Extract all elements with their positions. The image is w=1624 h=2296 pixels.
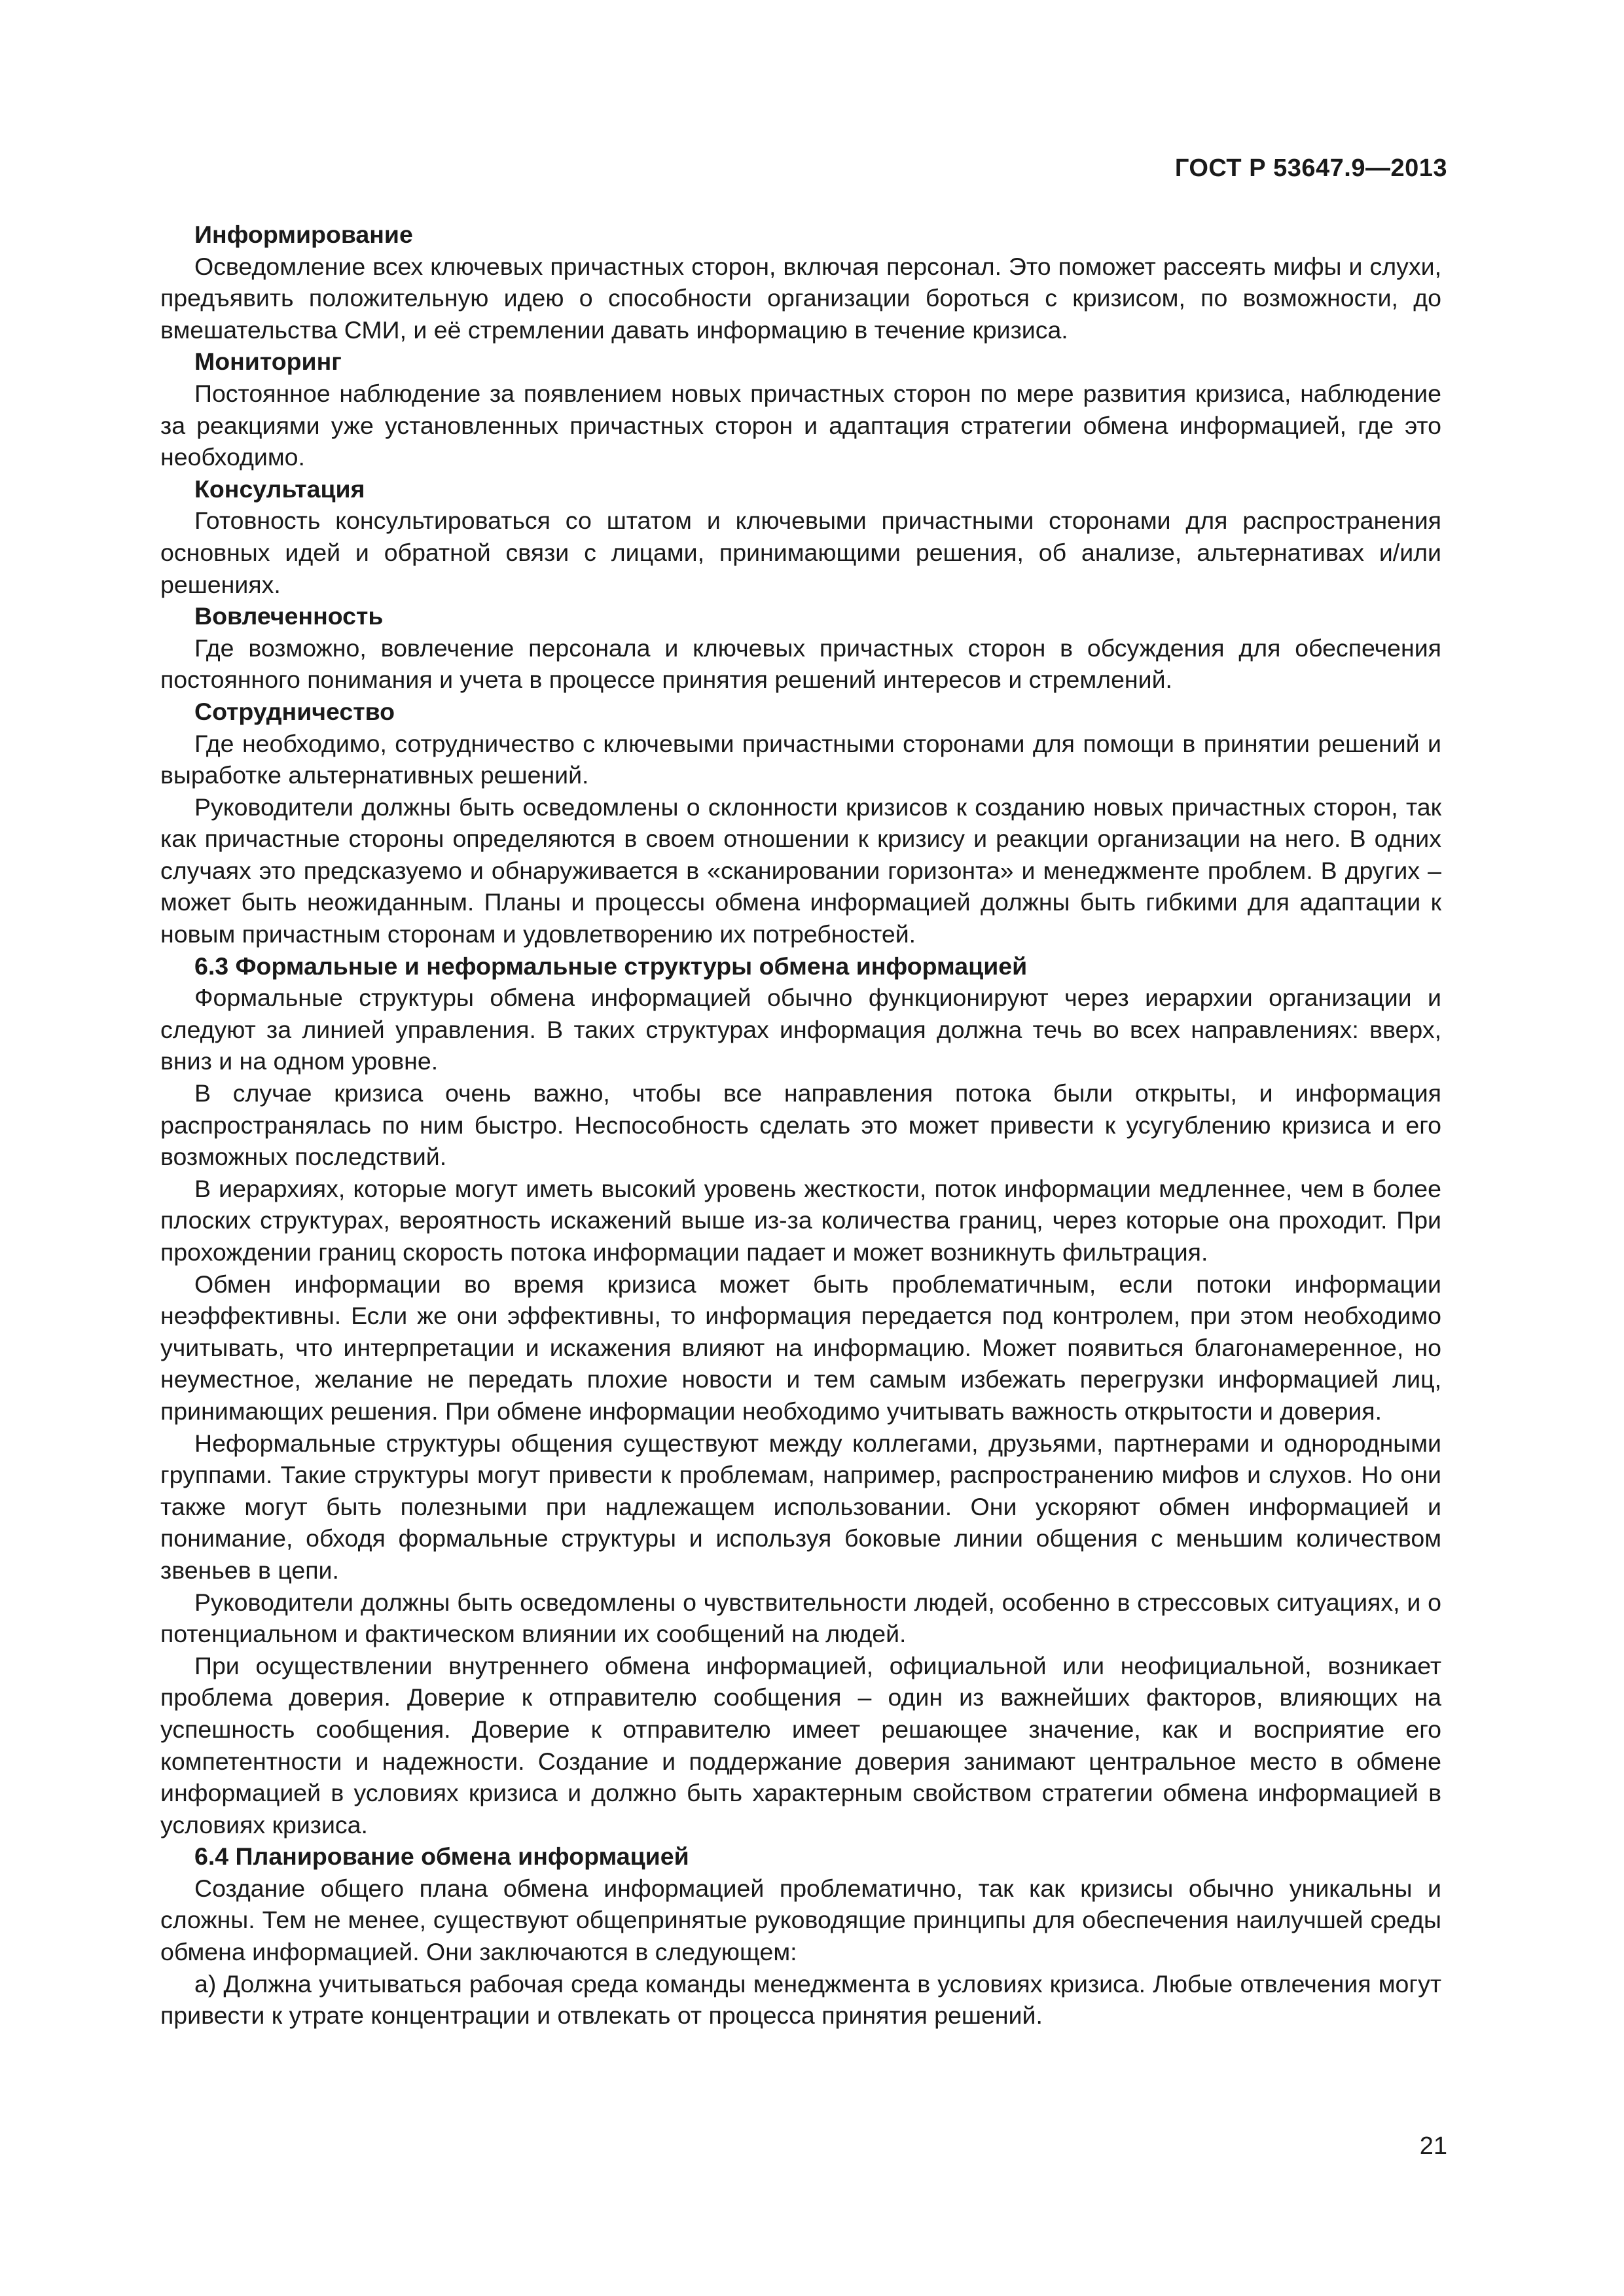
document-body	[160, 219, 1441, 2032]
body-paragraph: В случае кризиса очень важно, чтобы все направления потока были открыты, и информация распространялась по ним быстро. Неспособность сделать это может привести к усугублению кризиса и его возможных последствий.	[160, 1079, 1441, 1171]
body-paragraph: Обмен информации во время кризиса может быть проблематичным, если потоки информации неэффективны. Если же они эффективны, то информация передается под контролем, при этом необходимо учитывать, что интерпретации и искажения влияют на информацию. Может появиться благонамеренное, но неуместное, желание не передать плохие новости и тем самым избежать перегрузки информацией лиц, принимающих решения. При обмене информации необходимо учитывать важность открытости и доверия.	[160, 1270, 1441, 1425]
body-paragraph: Руководители должны быть осведомлены о чувствительности людей, особенно в стрессовых ситуациях, и о потенциальном и фактическом влиянии их сообщений на людей.	[160, 1588, 1441, 1648]
body-paragraph: Неформальные структуры общения существуют между коллегами, друзьями, партнерами и однородными группами. Такие структуры могут привести к проблемам, например, распространению мифов и слухов. Но они также могут быть полезными при надлежащем использовании. Они ускоряют обмен информацией и понимание, обходя формальные структуры и используя боковые линии общения с меньшим количеством звеньев в цепи.	[160, 1429, 1441, 1584]
section-heading: 6.3 Формальные и неформальные структуры обмена информацией	[194, 952, 1028, 980]
body-paragraph: Создание общего плана обмена информацией проблематично, так как кризисы обычно уникальны и сложны. Тем не менее, существуют общепринятые руководящие принципы для обеспечения наилучшей среды обмена информацией. Они заключаются в следующем:	[160, 1874, 1441, 1966]
document-header: ГОСТ Р 53647.9—2013	[1174, 154, 1447, 182]
body-paragraph: При осуществлении внутреннего обмена информацией, официальной или неофициальной, возникает проблема доверия. Доверие к отправителю сообщения – один из важнейших факторов, влияющих на успешность сообщения. Доверие к отправителю имеет решающее значение, как и восприятие его компетентности и надежности. Создание и поддержание доверия занимают центральное место в обмене информацией в условиях кризиса и должно быть характерным свойством стратегии обмена информацией в условиях кризиса.	[160, 1651, 1441, 1839]
body-paragraph: Постоянное наблюдение за появлением новых причастных сторон по мере развития кризиса, наблюдение за реакциями уже установленных причастных сторон и адаптация стратегии обмена информацией, где это необходимо.	[160, 379, 1441, 471]
body-paragraph: В иерархиях, которые могут иметь высокий уровень жесткости, поток информации медленнее, чем в более плоских структурах, вероятность искажений выше из-за количества границ, через которые она проходит. При прохождении границ скорость потока информации падает и может возникнуть фильтрация.	[160, 1174, 1441, 1266]
body-paragraph: Где необходимо, сотрудничество с ключевыми причастными сторонами для помощи в принятии решений и выработке альтернативных решений.	[160, 729, 1441, 789]
section-heading: Вовлеченность	[194, 602, 384, 630]
body-paragraph: Готовность консультироваться со штатом и ключевыми причастными сторонами для распространения основных идей и обратной связи с лицами, принимающими решения, об анализе, альтернативах и/или решениях.	[160, 507, 1441, 598]
body-paragraph: Осведомление всех ключевых причастных сторон, включая персонал. Это поможет рассеять мифы и слухи, предъявить положительную идею о способности организации бороться с кризисом, по возможности, до вмешательства СМИ, и её стремлении давать информацию в течение кризиса.	[160, 252, 1441, 344]
section-heading: 6.4 Планирование обмена информацией	[194, 1842, 689, 1871]
body-paragraph: Где возможно, вовлечение персонала и ключевых причастных сторон в обсуждения для обеспечения постоянного понимания и учета в процессе принятия решений интересов и стремлений.	[160, 634, 1441, 694]
body-paragraph: а) Должна учитываться рабочая среда команды менеджмента в условиях кризиса. Любые отвлечения могут привести к утрате концентрации и отвлекать от процесса принятия решений.	[160, 1969, 1441, 2030]
page-number: 21	[1419, 2132, 1447, 2160]
section-heading: Мониторинг	[194, 348, 342, 376]
section-heading: Консультация	[194, 475, 365, 503]
section-heading: Сотрудничество	[194, 697, 395, 725]
body-paragraph: Руководители должны быть осведомлены о склонности кризисов к созданию новых причастных сторон, так как причастные стороны определяются в своем отношении к кризису и реакции организации на него. В одних случаях это предсказуемо и обнаруживается в «сканировании горизонта» и менеджменте проблем. В других – может быть неожиданным. Планы и процессы обмена информацией должны быть гибкими для адаптации к новым причастным сторонам и удовлетворению их потребностей.	[160, 793, 1441, 948]
section-heading: Информирование	[194, 221, 413, 248]
body-paragraph: Формальные структуры обмена информацией обычно функционируют через иерархии организации и следуют за линией управления. В таких структурах информация должна течь во всех направлениях: вверх, вниз и на одном уровне.	[160, 984, 1441, 1075]
